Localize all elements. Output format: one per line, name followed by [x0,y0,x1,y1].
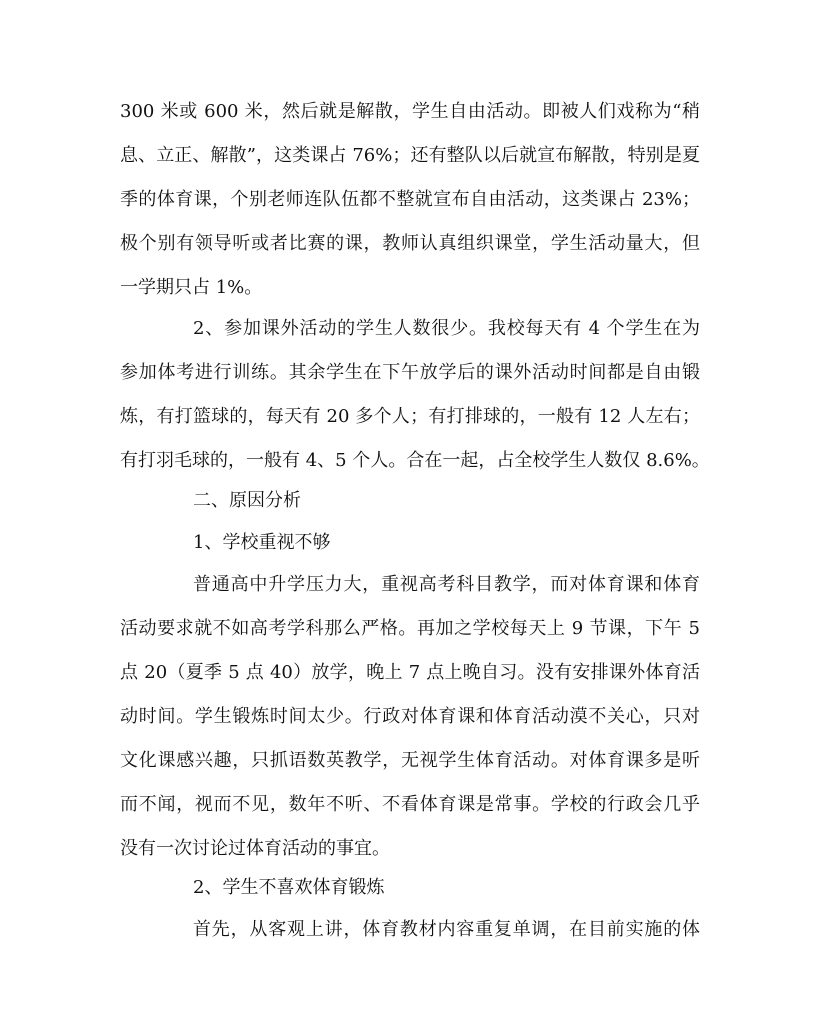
paragraph-line: 一学期只占 1%。 [120,277,263,298]
paragraph-line: 活动要求就不如高考学科那么严格。再加之学校每天上 9 节课，下午 5 [120,618,700,639]
subsection-heading: 2、学生不喜欢体育锻炼 [193,877,385,898]
paragraph-line: 2、参加课外活动的学生人数很少。我校每天有 4 个学生在为 [193,318,700,339]
paragraph-line: 炼，有打篮球的，每天有 20 多个人；有打排球的，一般有 12 人左右； [120,406,700,427]
paragraph-line: 文化课感兴趣，只抓语数英教学，无视学生体育活动。对体育课多是听 [120,750,700,771]
paragraph-line: 极个别有领导听或者比赛的课，教师认真组织课堂，学生活动量大，但 [120,233,700,254]
paragraph-line: 300 米或 600 米，然后就是解散，学生自由活动。即被人们戏称为“稍 [120,101,700,122]
paragraph-line: 没有一次讨论过体育活动的事宜。 [120,838,390,859]
paragraph-line: 首先，从客观上讲，体育教材内容重复单调，在目前实施的体 [193,919,700,940]
paragraph-line: 而不闻，视而不见，数年不听、不看体育课是常事。学校的行政会几乎 [120,794,700,815]
paragraph-line: 季的体育课，个别老师连队伍都不整就宣布自由活动，这类课占 23%； [120,189,700,210]
section-heading: 二、原因分析 [193,490,301,511]
subsection-heading: 1、学校重视不够 [193,532,331,553]
paragraph-line: 点 20（夏季 5 点 40）放学，晚上 7 点上晚自习。没有安排课外体育活 [120,662,700,683]
paragraph-line: 有打羽毛球的，一般有 4、5 个人。合在一起，占全校学生人数仅 8.6%。 [120,450,710,471]
paragraph-line: 参加体考进行训练。其余学生在下午放学后的课外活动时间都是自由锻 [120,362,700,383]
paragraph-line: 普通高中升学压力大，重视高考科目教学，而对体育课和体育 [193,574,700,595]
paragraph-line: 息、立正、解散”，这类课占 76%；还有整队以后就宣布解散，特别是夏 [120,145,700,166]
paragraph-line: 动时间。学生锻炼时间太少。行政对体育课和体育活动漠不关心，只对 [120,706,700,727]
